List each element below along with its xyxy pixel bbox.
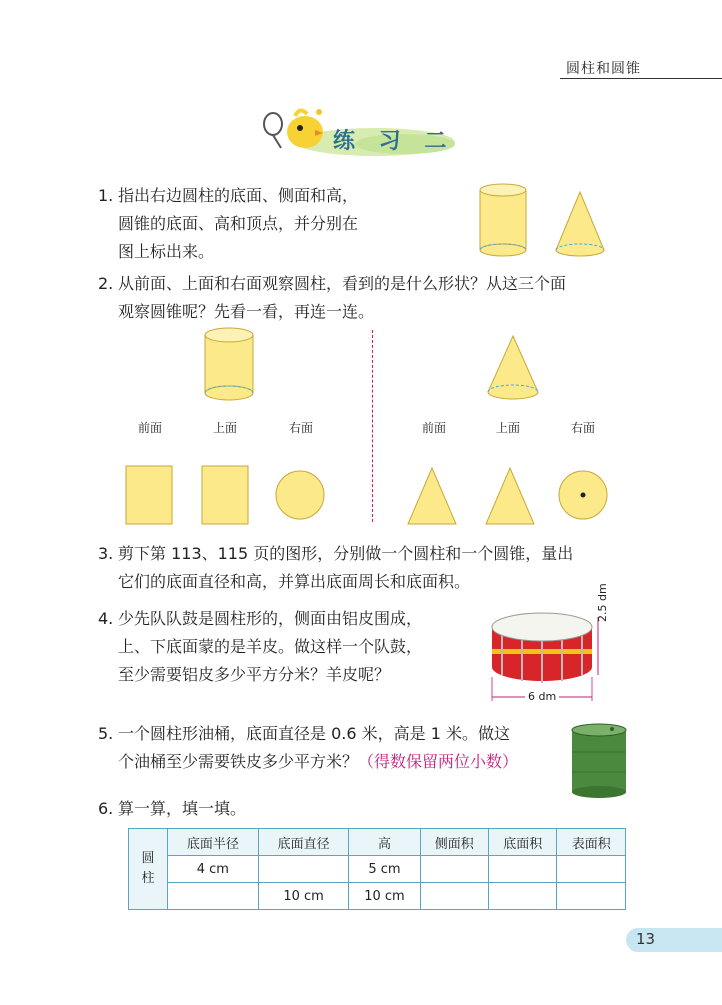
table-cell[interactable] (488, 856, 556, 883)
page-number: 13 (636, 930, 656, 948)
rectangle-shape-2 (202, 466, 248, 524)
header-height: 高 (349, 829, 420, 856)
drum-height-label: 2.5 dm (596, 583, 609, 622)
table-cell[interactable] (258, 856, 349, 883)
q6-table (128, 828, 626, 910)
triangle-shape-1 (408, 468, 456, 524)
cone-shape (556, 192, 604, 256)
table-cell[interactable] (420, 856, 488, 883)
triangle-shape-2 (486, 468, 534, 524)
header-diameter: 底面直径 (258, 829, 349, 856)
cylinder-shape (480, 184, 526, 256)
question-5: 5. 一个圆柱形油桶，底面直径是 0.6 米，高是 1 米。做这 个油桶至少需要铁皮多少平方米？（得数保留两位小数） (98, 724, 519, 771)
tennis-racket-icon (264, 113, 282, 148)
table-cell[interactable]: 4 cm (168, 856, 259, 883)
view-label-front-cone: 前面 (422, 421, 447, 435)
question-6: 6. 算一算，填一填。 (98, 799, 247, 818)
table-cell[interactable]: 10 cm (258, 883, 349, 910)
question-3: 3. 剪下第 113、115 页的图形，分别做一个圆柱和一个圆锥，量出 它们的底面直径和高，并算出底面周长和底面积。 (98, 544, 574, 591)
view-label-front: 前面 (138, 421, 163, 435)
oil-barrel-figure (568, 722, 630, 800)
table-row (129, 883, 626, 910)
table-row (129, 856, 626, 883)
q2-view-shapes (120, 462, 620, 528)
row-label-cell: 圆柱 (129, 829, 168, 910)
view-label-right-cone: 右面 (571, 421, 596, 435)
table-cell[interactable] (420, 883, 488, 910)
table-cell[interactable] (557, 856, 626, 883)
circle-shape (276, 471, 324, 519)
table-cell[interactable] (168, 883, 259, 910)
question-4: 4. 少先队队鼓是圆柱形的，侧面由铝皮围成， 上、下底面蒙的是羊皮。做这样一个队鼓， 至少需要铝皮多少平方分米？羊皮呢？ (98, 609, 423, 684)
question-2: 2. 从前面、上面和右面观察圆柱，看到的是什么形状？从这三个面 观察圆锥呢？先看一看，再连一连。 (98, 274, 567, 321)
table-cell[interactable] (557, 883, 626, 910)
q1-cylinder-cone-figure (470, 180, 630, 265)
rectangle-shape-1 (126, 466, 172, 524)
header-lateral-area: 侧面积 (420, 829, 488, 856)
view-label-top-cone: 上面 (496, 421, 521, 435)
q2-cylinder-figure (195, 325, 265, 405)
exercise-title: 练 习 二 (333, 129, 455, 154)
view-label-top: 上面 (213, 421, 238, 435)
table-cell[interactable] (488, 883, 556, 910)
header-divider (560, 78, 722, 79)
view-label-right: 右面 (289, 421, 314, 435)
header-surface-area: 表面积 (557, 829, 626, 856)
header-base-area: 底面积 (488, 829, 556, 856)
chapter-title: 圆柱和圆锥 (566, 61, 641, 77)
q2-cone-figure (478, 332, 548, 404)
header-radius: 底面半径 (168, 829, 259, 856)
question-1: 1. 指出右边圆柱的底面、侧面和高， 圆锥的底面、高和顶点，并分别在 图上标出来。 (98, 186, 359, 261)
drum-width-label: 6 dm (525, 690, 559, 703)
table-cell[interactable]: 5 cm (349, 856, 420, 883)
table-cell[interactable]: 10 cm (349, 883, 420, 910)
chick-mascot-icon (287, 109, 323, 148)
